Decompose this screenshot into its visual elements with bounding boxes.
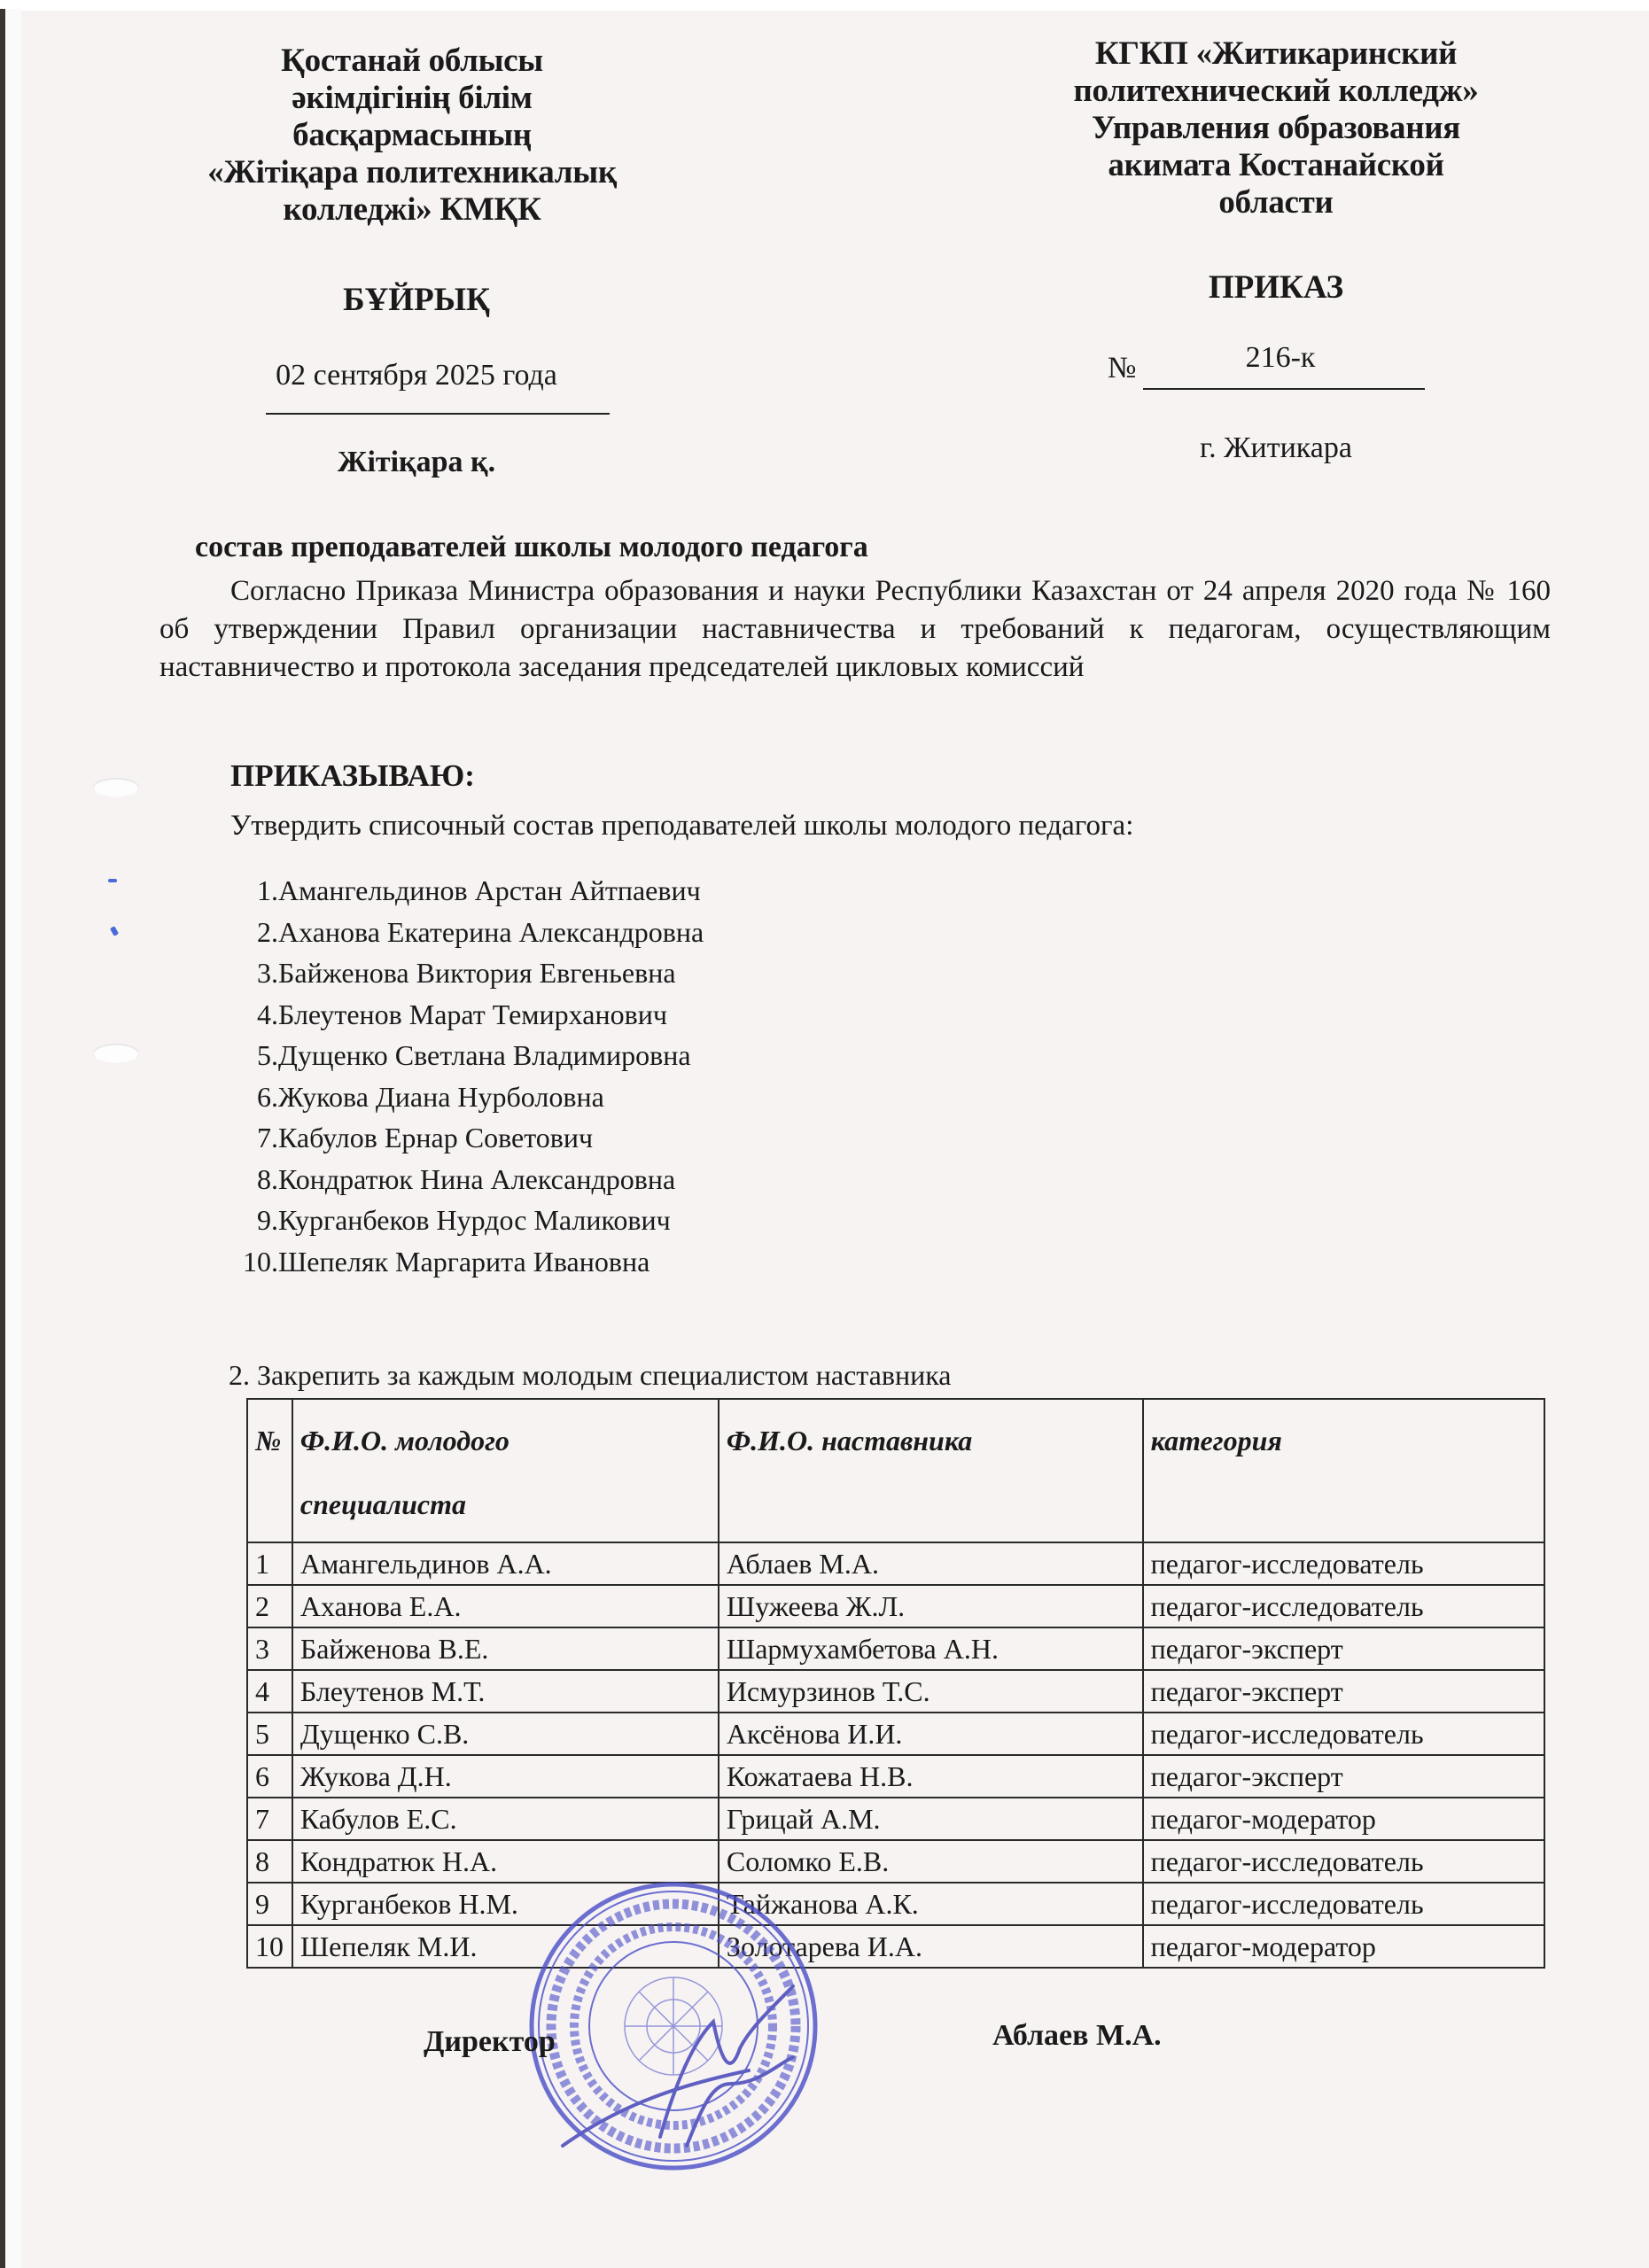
cell-mentor: Аблаев М.А. [719, 1542, 1143, 1585]
table-row [247, 1840, 1544, 1883]
staff-list-item: 5.Дущенко Светлана Владимировна [257, 1039, 691, 1071]
cell-category: педагог-эксперт [1143, 1755, 1544, 1798]
cell-young-specialist: Курганбеков Н.М. [292, 1883, 719, 1925]
cell-young-specialist: Блеутенов М.Т. [292, 1670, 719, 1713]
cell-young-specialist: Жукова Д.Н. [292, 1755, 719, 1798]
cell-young-specialist: Кондратюк Н.А. [292, 1840, 719, 1883]
cell-young-specialist: Амангельдинов А.А. [292, 1542, 719, 1585]
table-row [247, 1713, 1544, 1755]
table-row [247, 1670, 1544, 1713]
cell-num: 1 [247, 1542, 292, 1585]
staff-list-item: 6.Жукова Диана Нурболовна [257, 1080, 604, 1113]
header-ru-line: акимата Костанайской [1108, 147, 1444, 183]
cell-num: 7 [247, 1798, 292, 1840]
staff-list-item: 2.Аханова Екатерина Александровна [257, 915, 704, 948]
cell-young-specialist: Байженова В.Е. [292, 1627, 719, 1670]
cell-mentor: Исмурзинов Т.С. [719, 1670, 1143, 1713]
cell-category: педагог-модератор [1143, 1925, 1544, 1968]
staff-list [243, 870, 704, 1282]
cell-mentor: Грицай А.М. [719, 1798, 1143, 1840]
header-ru [1010, 35, 1542, 221]
header-num: № [247, 1399, 292, 1542]
date-underline [266, 413, 610, 415]
cell-mentor: Тайжанова А.К. [719, 1883, 1143, 1925]
staff-list-item: 8.Кондратюк Нина Александровна [257, 1162, 676, 1195]
order-number-underline [1143, 388, 1425, 390]
signature-title: Директор [424, 2025, 556, 2058]
table-row [247, 1627, 1544, 1670]
cell-num: 5 [247, 1713, 292, 1755]
order-number: 216-к [1245, 341, 1316, 374]
item-2-text: 2. Закрепить за каждым молодым специалистом наставника [229, 1359, 952, 1391]
table-header-row [247, 1399, 1544, 1542]
cell-young-specialist: Аханова Е.А. [292, 1585, 719, 1627]
header-young-line1: Ф.И.О. молодого [299, 1425, 509, 1456]
cell-mentor: Шармухамбетова А.Н. [719, 1627, 1143, 1670]
cell-mentor: Золотарева И.А. [719, 1925, 1143, 1968]
header-kz-line: «Жітіқара политехникалық [207, 154, 617, 190]
cell-category: педагог-эксперт [1143, 1670, 1544, 1713]
order-word: ПРИКАЗЫВАЮ: [230, 758, 475, 793]
cell-category: педагог-эксперт [1143, 1627, 1544, 1670]
table-row [247, 1755, 1544, 1798]
table-row [247, 1925, 1544, 1968]
header-mentor: Ф.И.О. наставника [719, 1399, 1143, 1542]
staff-list-item: 7.Кабулов Ернар Советович [257, 1122, 594, 1153]
cell-mentor: Шужеева Ж.Л. [719, 1585, 1143, 1627]
preamble-paragraph: Согласно Приказа Министра образования и науки Республики Казахстан от 24 апреля 2020 года № 160 об утверждении Правил организации наставничества и требований к педагогам, осуществляющим наставничество и протокола заседания председателей цикловых комиссий [159, 575, 1551, 683]
header-ru-line: Управления образования [1092, 110, 1460, 146]
header-young-line2: специалиста [299, 1488, 466, 1520]
order-title-kz: БҰЙРЫҚ [343, 282, 490, 318]
cell-num: 9 [247, 1883, 292, 1925]
order-number-sign: № [1108, 352, 1137, 384]
city-kz: Жітіқара қ. [337, 446, 496, 478]
ink-speck [108, 879, 117, 882]
order-date: 02 сентября 2025 года [276, 359, 557, 392]
scan-left-margin [5, 9, 21, 2268]
cell-category: педагог-исследователь [1143, 1542, 1544, 1585]
staff-list-item: 1.Амангельдинов Арстан Айтпаевич [257, 874, 701, 906]
header-kz-line: әкімдігінің білім [292, 80, 533, 116]
header-young-specialist [292, 1399, 719, 1542]
staff-list-item: 3.Байженова Виктория Евгеньевна [257, 957, 676, 989]
header-ru-line: политехнический колледж» [1073, 73, 1479, 109]
header-ru-line: КГКП «Житикаринский [1094, 35, 1458, 72]
cell-num: 6 [247, 1755, 292, 1798]
table-row [247, 1798, 1544, 1840]
cell-category: педагог-исследователь [1143, 1713, 1544, 1755]
staff-list-item: 9.Курганбеков Нурдос Маликович [257, 1204, 671, 1236]
item-1-text: Утвердить списочный состав преподавателей школы молодого педагога: [230, 810, 1134, 842]
order-subject: состав преподавателей школы молодого педагога [195, 531, 868, 563]
order-title-ru: ПРИКАЗ [1208, 269, 1344, 306]
cell-young-specialist: Дущенко С.В. [292, 1713, 719, 1755]
header-kz [177, 43, 647, 229]
cell-num: 2 [247, 1585, 292, 1627]
cell-young-specialist: Шепеляк М.И. [292, 1925, 719, 1968]
director-signature [563, 1986, 793, 2146]
signature-name: Аблаев М.А. [992, 2019, 1162, 2052]
scan-top-edge [0, 0, 1649, 11]
punch-hole-bottom [93, 1044, 139, 1063]
table-row [247, 1585, 1544, 1627]
cell-young-specialist: Кабулов Е.С. [292, 1798, 719, 1840]
header-category: категория [1143, 1399, 1544, 1542]
cell-mentor: Кожатаева Н.В. [719, 1755, 1143, 1798]
punch-hole-top [93, 778, 139, 797]
mentor-table [246, 1398, 1545, 1969]
header-kz-line: басқармасының [292, 117, 532, 153]
ink-speck [110, 926, 119, 936]
header-kz-line: Қостанай облысы [281, 43, 543, 79]
staff-list-item: 4.Блеутенов Марат Темирханович [257, 998, 667, 1030]
cell-num: 3 [247, 1627, 292, 1670]
table-row [247, 1542, 1544, 1585]
header-ru-line: области [1218, 184, 1334, 221]
cell-mentor: Аксёнова И.И. [719, 1713, 1143, 1755]
cell-category: педагог-исследователь [1143, 1585, 1544, 1627]
cell-category: педагог-исследователь [1143, 1883, 1544, 1925]
seal-emblem [625, 1977, 722, 2075]
city-ru: г. Житикара [1199, 431, 1352, 464]
cell-category: педагог-исследователь [1143, 1840, 1544, 1883]
cell-num: 8 [247, 1840, 292, 1883]
cell-mentor: Соломко Е.В. [719, 1840, 1143, 1883]
cell-num: 4 [247, 1670, 292, 1713]
header-kz-line: колледжі» КМҚК [283, 191, 541, 228]
table-body [247, 1542, 1544, 1968]
cell-num: 10 [247, 1925, 292, 1968]
table-row [247, 1883, 1544, 1925]
cell-category: педагог-модератор [1143, 1798, 1544, 1840]
staff-list-item: 10.Шепеляк Маргарита Ивановна [243, 1245, 650, 1278]
